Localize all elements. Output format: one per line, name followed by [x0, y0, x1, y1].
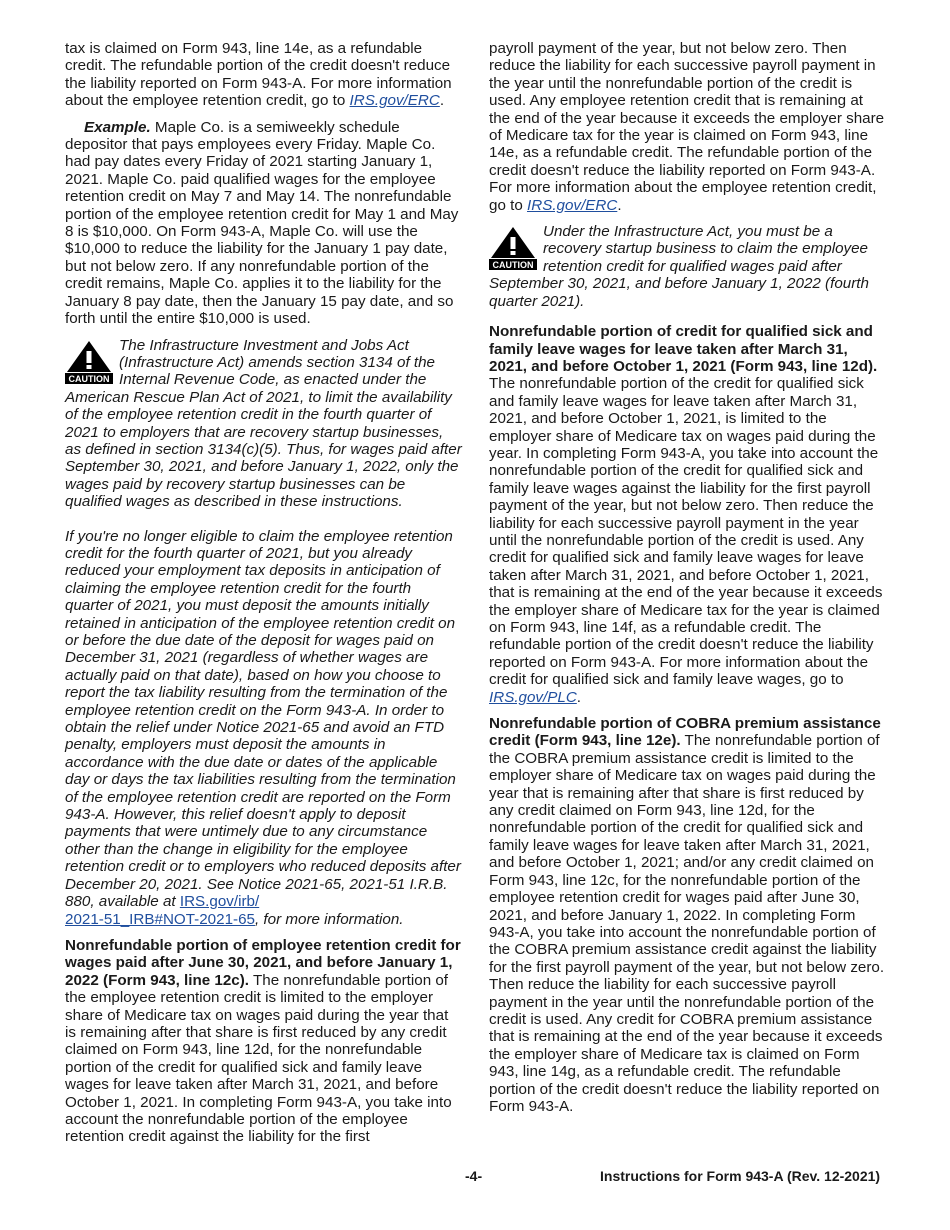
paragraph-erc-refundable: tax is claimed on Form 943, line 14e, as a refundable credit. The refundable portion of the credit doesn't reduce the liability reported on Form 943-A. For more information about the employee retention credit, go to IRS.gov/ERC.	[65, 40, 452, 110]
right-column	[489, 40, 886, 1124]
svg-text:CAUTION: CAUTION	[68, 373, 110, 384]
page-number: -4-	[465, 1168, 483, 1184]
irs-plc-link[interactable]: IRS.gov/PLC	[489, 688, 577, 706]
irs-erc-link-2[interactable]: IRS.gov/ERC	[527, 196, 618, 214]
heading-erc-nonrefundable: Nonrefundable portion of employee retention credit for wages paid after June 30, 2021, and before January 1, 2022 (Form 943, line 12c).	[65, 936, 461, 989]
example-label: Example.	[84, 118, 151, 136]
paragraph-cobra: Nonrefundable portion of COBRA premium assistance credit (Form 943, line 12e). The nonrefundable portion of the COBRA premium assistance credit is limited to the employer share of Medicare tax on wages paid during the year that is remaining after that share is first reduced by any credit claimed on Form 943, line 12d, for the nonrefundable portion of the credit for qualified sick and family leave wages for leave taken after March 31, 2021, and before October 1, 2021; and/or any credit claimed on Form 943, line 12c, for the nonrefundable portion of the employee retention credit for wages paid after June 30, 2021, and before January 1, 2022. In completing Form 943-A, you take into account the nonrefundable portion of the COBRA premium assistance credit against the liability for the first payroll payment of the year, but not below zero. Then reduce the liability for each successive payroll payment in the year until the nonrefundable portion of the credit is used. Any credit for COBRA premium assistance that is remaining at the end of the year because it exceeds the employer share of Medicare tax is claimed on Form 943, line 14g, as a refundable credit. The refundable portion of the credit doesn't reduce the liability reported on Form 943-A.	[489, 715, 885, 1115]
caution-icon	[489, 226, 537, 270]
heading-sick-family-leave: Nonrefundable portion of credit for qualified sick and family leave wages for leave taken after March 31, 2021, and before October 1, 2021 (Form 943, line 12d).	[489, 323, 878, 375]
irs-erc-link[interactable]: IRS.gov/ERC	[349, 92, 440, 110]
irs-irb-link-cont[interactable]: 2021-51_IRB#NOT-2021-65	[65, 910, 255, 928]
svg-text:CAUTION: CAUTION	[492, 260, 534, 271]
italic-no-longer-eligible: If you're no longer eligible to claim the employee retention credit for the fourth quarter of 2021, but you already reduced your employment tax deposits in anticipation of claiming the employee retention credit for the fourth quarter of 2021, you must deposit the amounts initially retained in anticipation of the employee retention credit on or before the due date of the deposit for wages paid on December 31, 2021 (regardless of whether wages are actually paid on that date), based on how you choose to report the tax liability resulting from the termination of the employee retention credit on the Form 943-A. In order to obtain the relief under Notice 2021-65 and avoid an FTD penalty, employers must deposit the amounts in accordance with the due date or dates of the applicable day or days the tax liabilities resulting from the termination of the employee retention credit are reported on the Form 943-A. However, this relief doesn't apply to deposit payments that were untimely due to any circumstance other than the change in eligibility for the employee retention credit or to employers who reduced deposits after December 20, 2021. See Notice 2021-65, 2021-51 I.R.B. 880, available at IRS.gov/irb/ 2021-51_IRB#NOT-2021-65, for more information.	[65, 527, 461, 928]
paragraph-sick-family-leave: Nonrefundable portion of credit for qualified sick and family leave wages for leave taken after March 31, 2021, and before October 1, 2021 (Form 943, line 12d). The nonrefundable portion of the credit for qualified sick and family leave wages for leave taken after March 31, 2021, and before October 1, 2021, is limited to the employer share of Medicare tax on wages paid during the year. In completing Form 943-A, you take into account the nonrefundable portion of the credit for qualified sick and family leave wages against the liability for the first payroll payment of the year, but not below zero. Then reduce the liability for each successive payroll payment in the year until the nonrefundable portion of the credit is used. Any credit for qualified sick and family leave wages for leave taken after March 31, 2021, and before October 1, 2021, that is remaining at the end of the year because it exceeds the employer share of Medicare tax for the year is claimed on Form 943, line 14f, as a refundable credit. The refundable portion of the credit doesn't reduce the liability reported on Form 943-A. For more information about the credit for qualified sick and family leave wages, go to IRS.gov/PLC.	[489, 323, 883, 706]
heading-cobra: Nonrefundable portion of COBRA premium assistance credit (Form 943, line 12e).	[489, 715, 881, 750]
example-paragraph: Example. Maple Co. is a semiweekly schedule depositor that pays employees every Friday. Maple Co. had pay dates every Friday of 2021 starting January 1, 2021. Maple Co. paid qualified wages for the employee retention credit on May 7 and May 14. The nonrefundable portion of the employee retention credit for May 1 and May 8 is $10,000. On Form 943-A, Maple Co. will use the $10,000 to reduce the liability for the January 1 pay date, but not below zero. If any nonrefundable portion of the credit remains, Maple Co. applies it to the liability for the January 8 pay date, then the January 15 pay date, and so forth until the entire $10,000 is used.	[65, 118, 459, 328]
paragraph-erc-continued: payroll payment of the year, but not below zero. Then reduce the liability for each successive payroll payment in the year until the nonrefundable portion of the credit is used. Any employee retention credit that is remaining at the end of the year because it exceeds the employer share of Medicare tax for the year is claimed on Form 943, line 14e, as a refundable credit. The refundable portion of the credit doesn't reduce the liability reported on Form 943-A. For more information about the employee retention credit, go to IRS.gov/ERC.	[489, 40, 885, 214]
irs-irb-link[interactable]: IRS.gov/irb/	[179, 893, 260, 911]
caution-infrastructure-act: The Infrastructure Investment and Jobs Act (Infrastructure Act) amends section 3134 of the Internal Revenue Code, as enacted under the American Rescue Plan Act of 2021, to limit the availability of the employee retention credit in the fourth quarter of 2021 to employers that are recovery startup businesses, as defined in section 3134(c)(5). Thus, for wages paid after September 30, 2021, and before January 1, 2022, only the wages paid by recovery startup businesses can be qualified wages as described in these instructions.	[65, 336, 462, 511]
form-name: Instructions for Form 943-A (Rev. 12-2021)	[600, 1168, 881, 1184]
caution-recovery-startup: Under the Infrastructure Act, you must be a recovery startup business to claim the employee retention credit for qualified wages paid after September 30, 2021, and before January 1, 2022 (fourth quarter 2021).	[489, 223, 869, 310]
paragraph-erc-nonrefundable: Nonrefundable portion of employee retention credit for wages paid after June 30, 2021, and before January 1, 2022 (Form 943, line 12c). The nonrefundable portion of the employee retention credit is limited to the employer share of Medicare tax on wages paid during the year that is remaining after that share is first reduced by any credit claimed on Form 943, line 12d, for the nonrefundable portion of the credit for qualified sick and family leave wages for leave taken after March 31, 2021, and before October 1, 2021. In completing Form 943-A, you take into account the nonrefundable portion of the employee retention credit against the liability for the first	[65, 936, 461, 1146]
left-column	[65, 40, 462, 1155]
caution-icon	[65, 340, 113, 384]
